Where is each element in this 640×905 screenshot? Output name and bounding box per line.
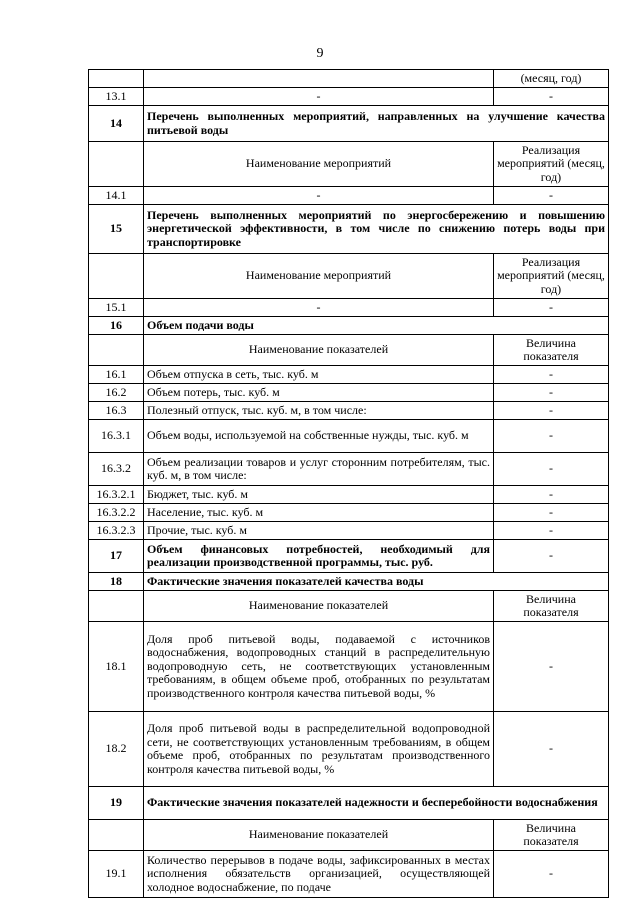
table-row — [89, 384, 609, 402]
section-number: 17 — [89, 540, 144, 573]
row-number: 16.2 — [89, 384, 144, 402]
program-report-table — [88, 69, 609, 898]
row-value: - — [494, 402, 609, 420]
row-name: Доля проб питьевой воды в распределительной водопроводной сети, не соответствующих установленным требованиям, в общем объеме проб, отобранных по результатам производственного контроля качества питьевой воды, % — [144, 712, 494, 787]
row-name: Полезный отпуск, тыс. куб. м, в том числе: — [144, 402, 494, 420]
table-row — [89, 453, 609, 486]
section-row — [89, 573, 609, 591]
row-value: - — [494, 187, 609, 205]
page-number: 9 — [316, 46, 324, 61]
row-name: Количество перерывов в подаче воды, зафиксированных в местах исполнения обязательств организацией, осуществляющей холодное водоснабжение, по подаче — [144, 851, 494, 898]
row-number: 16.1 — [89, 366, 144, 384]
section-number: 18 — [89, 573, 144, 591]
table-row — [89, 712, 609, 787]
column-header-name: Наименование мероприятий — [144, 254, 494, 299]
column-header-row — [89, 254, 609, 299]
row-number: 15.1 — [89, 299, 144, 317]
row-name: - — [144, 187, 494, 205]
section-title: Перечень выполненных мероприятий по энергосбережению и повышению энергетической эффективности, в том числе по снижению потерь воды при транспортировке — [144, 205, 609, 254]
row-name: Население, тыс. куб. м — [144, 504, 494, 522]
row-number: 14.1 — [89, 187, 144, 205]
column-header-value: Реализация мероприятий (месяц, год) — [494, 142, 609, 187]
row-value: - — [494, 504, 609, 522]
table-row — [89, 486, 609, 504]
table-row — [89, 299, 609, 317]
row-name: Доля проб питьевой воды, подаваемой с источников водоснабжения, водопроводных станций в распределительную водопроводную сеть, не соответствующих установленным требованиям, в общем объеме проб, отобранных по результатам производственного контроля качества питьевой воды, % — [144, 622, 494, 712]
row-number: 18.2 — [89, 712, 144, 787]
table-row — [89, 70, 609, 88]
section-number: 14 — [89, 106, 144, 142]
header-continuation: (месяц, год) — [494, 70, 609, 88]
section-title: Объем финансовых потребностей, необходимый для реализации производственной программы, тыс. руб. — [144, 540, 494, 573]
row-value: - — [494, 88, 609, 106]
row-name: Объем реализации товаров и услуг сторонним потребителям, тыс. куб. м, в том числе: — [144, 453, 494, 486]
row-value: - — [494, 540, 609, 573]
section-number: 19 — [89, 787, 144, 820]
table-row — [89, 504, 609, 522]
column-header-row — [89, 820, 609, 851]
row-name: Бюджет, тыс. куб. м — [144, 486, 494, 504]
section-title: Фактические значения показателей надежности и бесперебойности водоснабжения — [144, 787, 609, 820]
row-number: 16.3.2.3 — [89, 522, 144, 540]
table-row — [89, 402, 609, 420]
column-header-row — [89, 335, 609, 366]
row-value: - — [494, 712, 609, 787]
row-value: - — [494, 486, 609, 504]
section-title: Перечень выполненных мероприятий, направленных на улучшение качества питьевой воды — [144, 106, 609, 142]
column-header-value: Величина показателя — [494, 335, 609, 366]
row-value: - — [494, 851, 609, 898]
row-value: - — [494, 622, 609, 712]
row-number: 16.3.2 — [89, 453, 144, 486]
row-value: - — [494, 522, 609, 540]
table-row — [89, 88, 609, 106]
table-row — [89, 187, 609, 205]
row-value: - — [494, 366, 609, 384]
table-row — [89, 851, 609, 898]
row-value: - — [494, 420, 609, 453]
section-title: Объем подачи воды — [144, 317, 609, 335]
row-value: - — [494, 453, 609, 486]
row-name: - — [144, 299, 494, 317]
row-number: 19.1 — [89, 851, 144, 898]
row-value: - — [494, 384, 609, 402]
section-number: 15 — [89, 205, 144, 254]
section-row — [89, 317, 609, 335]
row-number: 16.3 — [89, 402, 144, 420]
column-header-value: Величина показателя — [494, 820, 609, 851]
column-header-name: Наименование мероприятий — [144, 142, 494, 187]
row-number: 16.3.2.2 — [89, 504, 144, 522]
column-header-name: Наименование показателей — [144, 820, 494, 851]
column-header-row — [89, 591, 609, 622]
row-name: Объем потерь, тыс. куб. м — [144, 384, 494, 402]
table-row — [89, 420, 609, 453]
row-number: 18.1 — [89, 622, 144, 712]
table-row — [89, 366, 609, 384]
column-header-row — [89, 142, 609, 187]
table-row — [89, 522, 609, 540]
section-row — [89, 106, 609, 142]
row-name: Прочие, тыс. куб. м — [144, 522, 494, 540]
row-number: 13.1 — [89, 88, 144, 106]
table-row — [89, 622, 609, 712]
section-row — [89, 205, 609, 254]
column-header-value: Величина показателя — [494, 591, 609, 622]
column-header-name: Наименование показателей — [144, 335, 494, 366]
row-name: Объем отпуска в сеть, тыс. куб. м — [144, 366, 494, 384]
row-number: 16.3.1 — [89, 420, 144, 453]
column-header-name: Наименование показателей — [144, 591, 494, 622]
section-title: Фактические значения показателей качества воды — [144, 573, 609, 591]
row-name: Объем воды, используемой на собственные нужды, тыс. куб. м — [144, 420, 494, 453]
column-header-value: Реализация мероприятий (месяц, год) — [494, 254, 609, 299]
section-row — [89, 787, 609, 820]
row-number: 16.3.2.1 — [89, 486, 144, 504]
row-value: - — [494, 299, 609, 317]
row-name: - — [144, 88, 494, 106]
section-number: 16 — [89, 317, 144, 335]
section-row — [89, 540, 609, 573]
